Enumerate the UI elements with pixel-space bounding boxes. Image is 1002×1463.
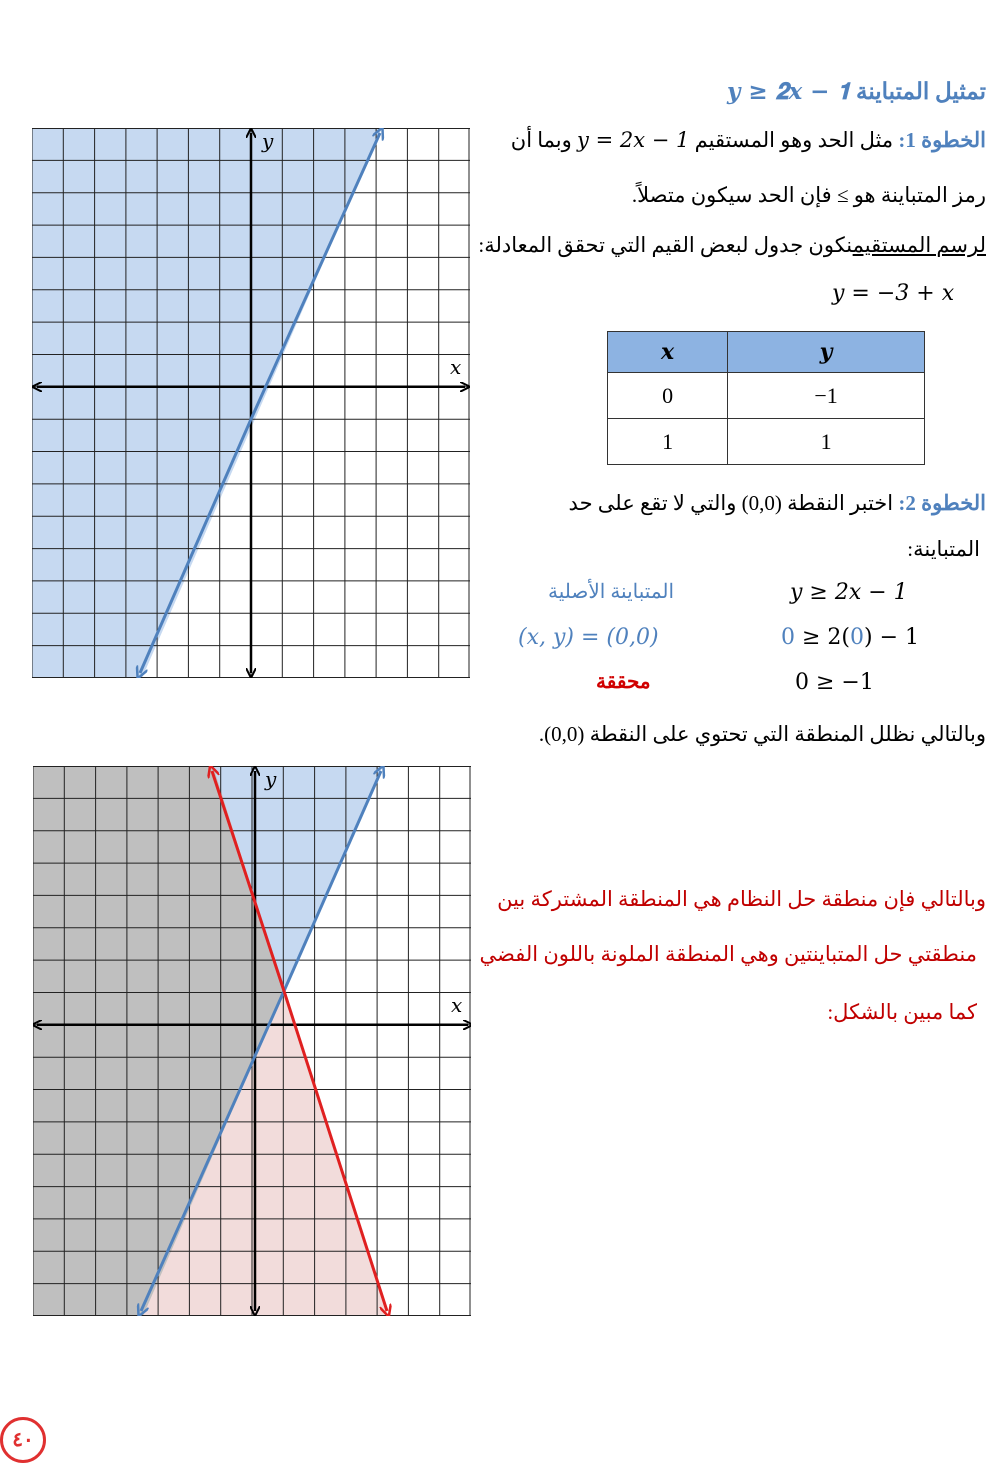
step2-label: الخطوة 2:: [898, 491, 986, 515]
sub-zero-inner: 0: [850, 625, 864, 650]
satisfied-label: محققة: [596, 671, 651, 693]
sub-end: ) − 1: [864, 625, 919, 650]
step2-line1: [569, 491, 986, 516]
table-header-x: x: [608, 332, 728, 373]
step2-line2: المتباينة:: [907, 537, 980, 561]
step1-text-b: وبما أن: [510, 128, 572, 152]
page-number: ٤٠: [0, 1417, 46, 1463]
step1-line3: [478, 233, 986, 258]
table-cell: 0: [608, 373, 728, 419]
values-table: [607, 331, 925, 465]
table-cell: 1: [728, 419, 925, 465]
system-line2: منطقتي حل المتباينتين وهي المنطقة الملونة باللون الفضي: [479, 942, 977, 966]
page-title: [727, 78, 986, 105]
step1-line-equation: y = 2x − 1: [577, 128, 690, 152]
table-header-y: y: [728, 332, 925, 373]
shaded-region: [32, 128, 382, 678]
graph-single-inequality: [32, 128, 470, 678]
system-line3: كما مبين بالشكل:: [827, 1000, 977, 1024]
step1-underlined: لرسم المستقيم: [852, 233, 986, 257]
sub-middle: ≥ 2(: [795, 625, 850, 650]
step1-text-a: مثل الحد وهو المستقيم: [694, 128, 894, 152]
title-text: تمثيل المتباينة: [855, 79, 986, 104]
graph-system-solution: [33, 766, 471, 1316]
x-axis-label: x: [451, 993, 463, 1017]
system-line1: وبالتالي فإن منطقة حل النظام هي المنطقة المشتركة بين: [497, 887, 986, 911]
original-inequality: y ≥ 2x − 1: [790, 580, 908, 605]
table-cell: −1: [728, 373, 925, 419]
y-axis-label: y: [265, 767, 277, 791]
step1-line3-rest: نكون جدول لبعض القيم التي تحقق المعادلة:: [478, 233, 853, 257]
table-header-row: [608, 332, 925, 373]
conclusion-text: وبالتالي نظلل المنطقة التي تحتوي على النقطة (0,0).: [538, 722, 986, 746]
step2-text-a: اختبر النقطة (0,0) والتي لا تقع على حد: [568, 491, 894, 515]
table-equation: y = −3 + x: [832, 281, 955, 306]
table-row: [608, 373, 925, 419]
table-row: [608, 419, 925, 465]
table-cell: 1: [608, 419, 728, 465]
step1-line2: رمز المتباينة هو ≥ فإن الحد سيكون متصلاً.: [631, 183, 986, 207]
substitution: [781, 625, 919, 651]
step1-line1: [511, 128, 986, 153]
original-inequality-label: المتباينة الأصلية: [548, 581, 675, 603]
x-axis-label: x: [450, 355, 462, 379]
y-axis-label: y: [262, 129, 274, 153]
step1-label: الخطوة 1:: [898, 128, 986, 152]
title-inequality: 𝒚 ≥ 𝟐𝒙 − 𝟏: [727, 78, 851, 105]
test-result: 0 ≥ −1: [795, 670, 874, 695]
sub-zero-left: 0: [781, 625, 795, 650]
test-point: (x, y) = (0,0): [518, 625, 659, 650]
